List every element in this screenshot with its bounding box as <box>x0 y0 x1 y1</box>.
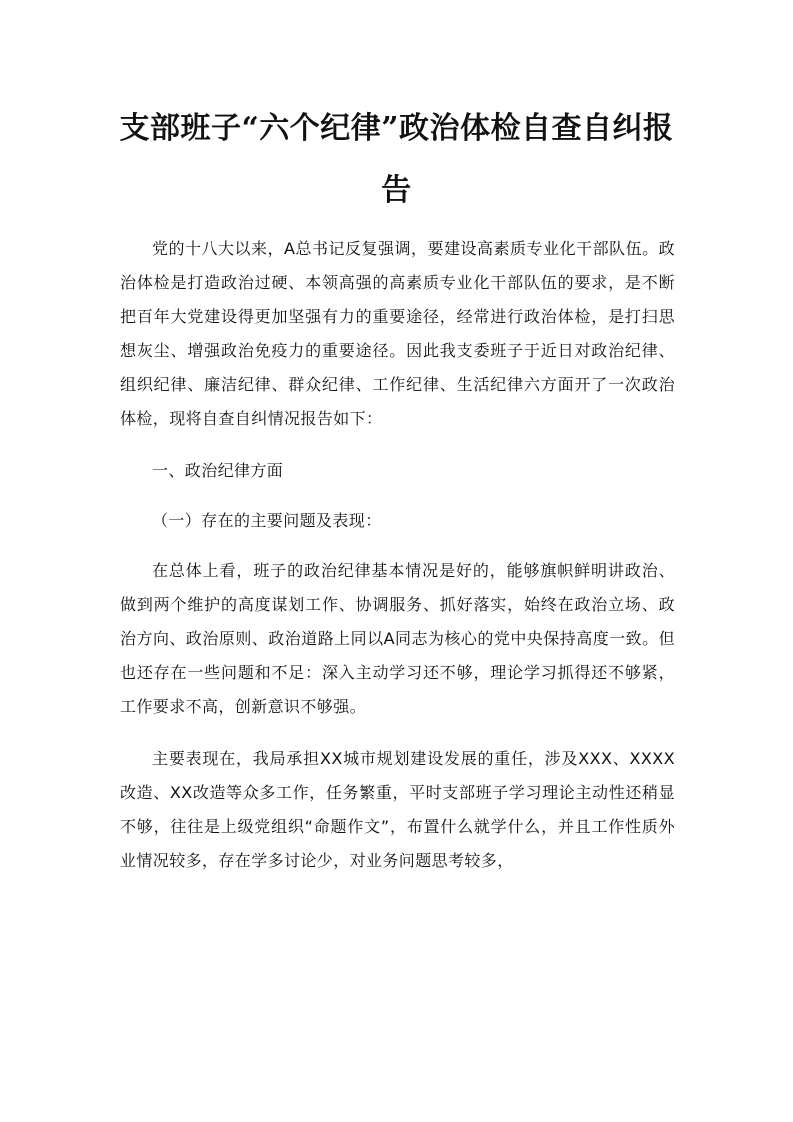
document-body <box>120 232 675 896</box>
section-heading: 一、政治纪律方面 <box>152 461 284 480</box>
body-paragraph: 在总体上看，班子的政治纪律基本情况是好的，能够旗帜鲜明讲政治、做到两个维护的高度谋划工作、协调服务、抓好落实，始终在政治立场、政治方向、政治原则、政治道路上同以A同志为核心的党中央保持高度一致。但也还存在一些问题和不足：深入主动学习还不够，理论学习抓得还不够紧，工作要求不高，创新意识不够强。 <box>120 561 675 716</box>
subsection-heading: （一）存在的主要问题及表现： <box>152 511 382 530</box>
intro-paragraph: 党的十八大以来，A总书记反复强调，要建设高素质专业化干部队伍。政治体检是打造政治过硬、本领高强的高素质专业化干部队伍的要求，是不断把百年大党建设得更加坚强有力的重要途径，经常进行政治体检，是打扫思想灰尘、增强政治免疫力的重要途径。因此我支委班子于近日对政治纪律、组织纪律、廉洁纪律、群众纪律、工作纪律、生活纪律六方面开了一次政治体检，现将自查自纠情况报告如下： <box>120 239 675 428</box>
document-title: 支部班子“六个纪律”政治体检自查自纠报告 <box>119 111 674 208</box>
body-paragraph: 主要表现在，我局承担XX城市规划建设发展的重任，涉及XXX、XXXX改造、XX改造等众多工作，任务繁重，平时支部班子学习理论主动性还稍显不够，往往是上级党组织“命题作文”，布置什么就学什么，并且工作性质外业情况较多，存在学多讨论少，对业务问题思考较多， <box>120 749 675 870</box>
